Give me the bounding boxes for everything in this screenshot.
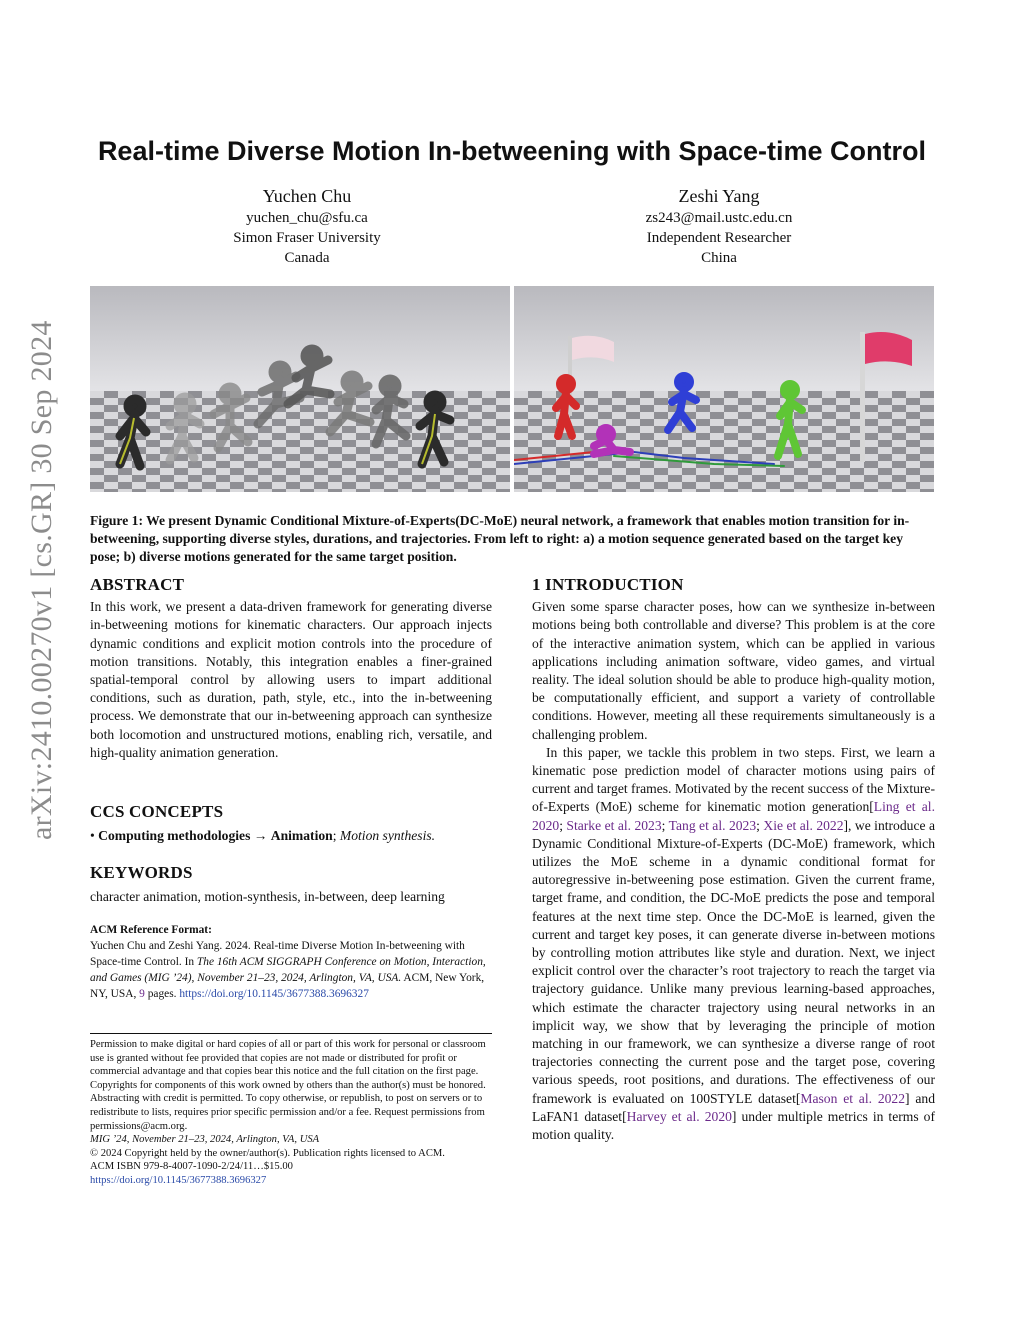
acm-ref-heading: ACM Reference Format: [90,924,212,936]
ccs-subcategory: Animation [270,828,333,844]
separator: ; [559,817,567,833]
separator: ; [661,817,669,833]
citation-link[interactable]: Mason et al. 2022 [800,1090,906,1106]
doi-link[interactable]: https://doi.org/10.1145/3677388.3696327 [179,988,369,1000]
author-affiliation: Independent Researcher [646,230,792,246]
diverse-motions-illustration [514,286,934,492]
author-name: Yuchen Chu [262,186,352,206]
author-email: zs243@mail.ustc.edu.cn [645,210,793,226]
author-country: China [701,250,737,266]
footnote-doi-link[interactable]: https://doi.org/10.1145/3677388.3696327 [90,1174,267,1186]
author-name: Zeshi Yang [678,186,760,206]
footnote-venue: MIG ’24, November 21–23, 2024, Arlington, VA, USA [90,1134,320,1146]
paper-title: Real-time Diverse Motion In-betweening with Space-time Control [97,136,927,166]
bullet: • [90,828,95,844]
section-heading: ABSTRACT [90,575,185,594]
ccs-extra: Motion synthesis. [339,828,436,844]
arrow: → [253,828,268,844]
pose-figure [556,378,576,436]
author-country: Canada [284,250,330,266]
introduction-section [532,576,935,1144]
citation-link[interactable]: Tang et al. 2023 [668,817,757,833]
figure-panel-b [514,286,934,492]
author-block-1 [157,184,457,268]
citation-link[interactable]: Starke et al. 2023 [566,817,662,833]
text-run: ] and LaFAN1 dataset[ [532,1090,935,1124]
acm-ref-pages: 9 [139,988,145,1000]
section-heading: CCS CONCEPTS [90,802,224,821]
figure-panel-a [90,286,510,492]
citation-link[interactable]: Harvey et al. 2020 [626,1108,732,1124]
motion-sequence-illustration [90,286,510,492]
text-run: ] under multiple metrics in terms of motion quality. [532,1108,935,1143]
figure-caption: Figure 1: We present Dynamic Conditional Mixture-of-Experts(DC-MoE) neural network, a framework that enables motion transition for in-betweening, supporting diverse styles, durations, and trajectories. From left to right: a) a motion sequence generated based on the target key pose; b) diverse motions generated for the same target position. [90,513,910,564]
ccs-category: Computing methodologies [98,828,251,844]
separator: ; [332,828,337,844]
footnote-isbn: ACM ISBN 979-8-4007-1090-2/24/11…$15.00 [90,1161,293,1173]
keywords-section [90,864,492,906]
acm-ref-venue: The 16th ACM SIGGRAPH Conference on Motion, Interaction, and Games (MIG ’24), November 21–23, 2024, Arlington, VA, USA. [90,956,486,984]
abstract-text: In this work, we present a data-driven framework for generating diverse in-betweening motions for kinematic characters. Our approach injects dynamic conditions and explicit motion controls into the procedure of motion transitions. Notably, this integration enables a finer-grained spatial-temporal control by allowing users to impart additional conditions, such as duration, path, style, etc., into the in-betweening process. We demonstrate that our in-betweening approach can synthesize both locomotion and unstructured motions, enabling rich, versatile, and high-quality animation generation. [90,599,492,760]
separator: ; [756,817,764,833]
footnote-copyright: © 2024 Copyright held by the owner/author(s). Publication rights licensed to ACM. [90,1147,445,1159]
ccs-concepts-section [90,803,492,845]
section-heading: KEYWORDS [90,863,193,882]
acm-reference [90,922,492,1002]
acm-ref-publisher: ACM, New York, NY, USA, [90,972,485,1000]
permission-text: Permission to make digital or hard copies of all or part of this work for personal or classroom use is granted without fee provided that copies are not made or distributed for profit or commercial advantage and that copies bear this notice and the full citation on the first page. Copyrights for components of this work owned by others than the author(s) must be honored. Abstracting with credit is permitted. To copy otherwise, or republish, to post on servers or to redistribute to lists, requires prior specific permission and/or a fee. Request permissions from permissions@acm.org. [90,1039,486,1132]
arxiv-identifier: arXiv:2410.00270v1 [cs.GR] 30 Sep 2024 [25,320,58,840]
acm-ref-authors: Yuchen Chu and Zeshi Yang. 2024. Real-time Diverse Motion In-betweening with Space-time Control. In [90,940,465,968]
section-heading: 1 INTRODUCTION [532,575,684,594]
intro-paragraph-1: Given some sparse character poses, how can we synthesize in-between motions being both controllable and diverse? This problem is at the core of the interactive animation system, which can be applied in various applications including animation software, video games, and virtual reality. The ideal solution should be able to produce high-quality motion, be computationally efficient, and support a variety of controllable conditions. However, meeting all these requirements simultaneously is a challenging problem. [532,599,935,742]
acm-ref-pages-suffix: pages. [144,988,180,1000]
abstract-section [90,576,492,762]
citation-link[interactable]: Xie et al. 2022 [763,817,844,833]
author-email: yuchen_chu@sfu.ca [246,210,368,226]
citation-link[interactable]: Ling et al. 2020 [532,799,935,833]
acm-ref-body [90,938,492,1002]
ccs-text [90,827,492,845]
text-run: ], we introduce a Dynamic Conditional Mixture-of-Experts (DC-MoE) framework, which utilizes the MoE scheme in a dynamic conditional format for autoregressive in-betweening pose estimation. Given the current frame, target frame, and condition, the DC-MoE predicts the pose and temporal features at the next time step. Once the DC-MoE is learned, given the current and target key poses, it can generate diverse in-between motions by controlling motion attributes like style and duration. Next, we inject explicit control over the character’s root trajectory to reach the target via trajectory guidance. Unlike many previous learning-based approaches, which estimate the character trajectory using neural networks in an implicit way, we show that by leveraging the principle of motion matching in our framework, we can synthesize a diverse range of root trajectories connecting the current pose and the target pose, covering various speeds, root positions, and durations. The effectiveness of our framework is evaluated on 100STYLE dataset[ [532,817,935,1106]
keywords-text: character animation, motion-synthesis, in-between, deep learning [90,889,445,905]
text-run: In this paper, we tackle this problem in two steps. First, we learn a kinematic pose prediction model of character motions using pairs of current and target frames. Motivated by the recent success of the Mixture-of-Experts (MoE) scheme for kinematic motion generation[ [532,744,935,815]
author-affiliation: Simon Fraser University [233,230,381,246]
author-block-2 [569,184,869,268]
intro-paragraph-2 [532,744,935,1144]
footnote-divider [90,1033,492,1034]
permission-footnote [90,1038,492,1188]
